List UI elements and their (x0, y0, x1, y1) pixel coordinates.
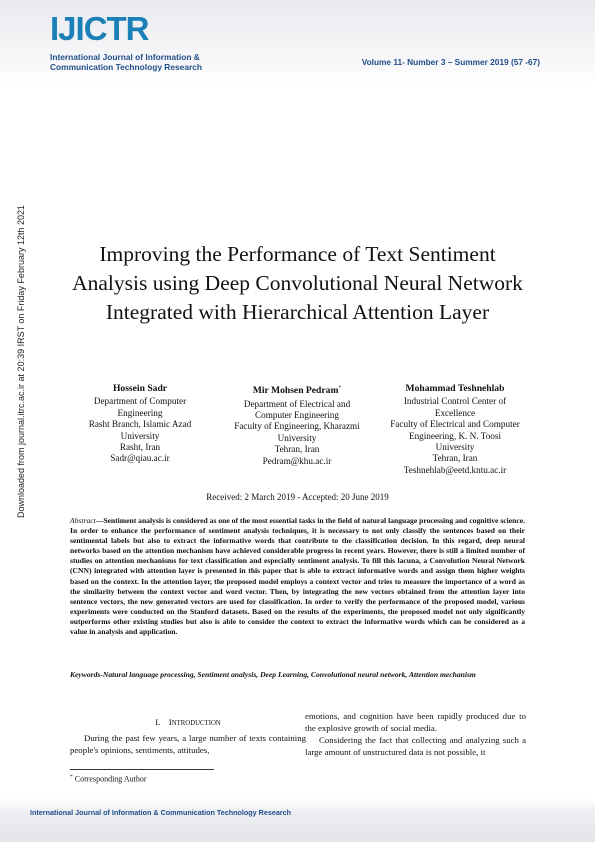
author-2-email[interactable]: Pedram@khu.ac.ir (262, 455, 332, 466)
received-dates: Received: 2 March 2019 - Accepted: 20 June 2019 (206, 492, 389, 502)
issue-info: Volume 11- Number 3 – Summer 2019 (57 -67) (361, 57, 540, 67)
corresponding-mark: * (338, 385, 342, 391)
author-1-name: Hossein Sadr (112, 383, 168, 394)
author-3-affil-3: Faculty of Electrical and Computer (390, 419, 520, 430)
body-right-column (305, 710, 526, 758)
author-3-affil-1: Industrial Control Center of (403, 396, 507, 407)
section-heading (70, 717, 306, 727)
footer-journal-name: International Journal of Information & Communication Technology Research (30, 808, 292, 817)
abstract-label: Abstract (70, 516, 96, 525)
body-right-para-2: Considering the fact that collecting and analyzing such a large amount of unstructured data is not possible, it (305, 735, 526, 757)
author-1-location: Rasht, Iran (119, 442, 161, 453)
author-2 (222, 383, 372, 467)
footnote (70, 774, 147, 784)
author-1-email[interactable]: Sadr@qiau.ac.ir (110, 453, 170, 464)
keywords: Keywords-Natural language processing, Sentiment analysis, Deep Learning, Convolutional neural network, Attention mechanism (70, 670, 476, 679)
footnote-divider (70, 769, 214, 770)
author-2-affil-3: Faculty of Engineering, Kharazmi (234, 421, 360, 432)
author-1-affil-1: Department of Computer (93, 396, 187, 407)
abstract-text: —Sentiment analysis is considered as one of the most essential tasks in the field of natural language processing and cognitive science. In order to enhance the performance of sentiment analysis techniques, it is necessary to not only classify the sentences based on their sentimental labels but also to extract the informative words that contribute to the classification decision. In this regard, deep neural networks based on the attention mechanism have achieved considerable progress in recent years. However, there is still a limited number of studies on attention mechanisms for text classification and especially sentiment analysis. To fill this lacuna, a Convolution Neural Network (CNN) integrated with attention layer is presented in this paper that is able to extract informative words and assign them higher weights based on the context. In the attention layer, the proposed model employs a context vector and tries to measure the importance of a word as the similarity between the context vector and word vector. Then, by integrating the new vectors obtained from the attention layer into sentence vectors, the new generated vectors are used for classification. In order to verify the performance of the proposed model, various experiments were conducted on the Stanford datasets. Based on the results of the experiments, the proposed model not only significantly outperforms other existing studies but also is able to consider the context to extract the informative words which can be considered as a value in analysis and application. (70, 516, 525, 637)
author-3-affil-4: Engineering, K. N. Toosi (408, 430, 502, 441)
footnote-text: Corresponding Author (72, 774, 147, 784)
author-1-affil-4: University (120, 430, 160, 441)
author-3-affil-5: University (435, 442, 475, 453)
section-title-initial: I (168, 717, 172, 727)
footnote-mark: * (70, 774, 73, 780)
footer-band (0, 798, 595, 842)
body-left-column: During the past few years, a large number of texts containing people's opinions, sentiments, attitudes, (70, 733, 306, 755)
author-2-location: Tehran, Iran (274, 444, 320, 455)
author-3-email[interactable]: Teshnehlab@eetd.kntu.ac.ir (403, 464, 507, 475)
author-2-name: Mir Mohsen Pedram (252, 385, 339, 397)
author-3-name: Mohammad Teshnehlab (405, 383, 505, 394)
author-2-affil-4: University (277, 432, 317, 443)
section-number: I. (155, 717, 161, 727)
author-3 (380, 383, 530, 476)
author-2-name-line (222, 383, 372, 397)
journal-name-line1: International Journal of Information & (50, 52, 200, 62)
body-right-para-1: emotions, and cognition have been rapidly produced due to the explosive growth of social media. (305, 711, 526, 733)
author-2-affil-2: Computer Engineering (255, 410, 339, 420)
author-3-location: Tehran, Iran (432, 453, 478, 464)
abstract (70, 516, 525, 637)
author-1-affil-2: Engineering (117, 407, 163, 418)
journal-name-line2: Communication Technology Research (50, 62, 203, 72)
section-title-rest: NTRODUCTION (171, 720, 221, 727)
paper-title: Improving the Performance of Text Sentiment Analysis using Deep Convolutional Neural Network Integrated with Hierarchical Attention Layer (72, 242, 523, 324)
author-3-affil-2: Excellence (434, 407, 476, 418)
journal-logo: IJICTR (50, 10, 149, 47)
author-1 (70, 383, 210, 465)
author-1-affil-3: Rasht Branch, Islamic Azad (88, 419, 192, 430)
download-watermark: Downloaded from journal.itrc.ac.ir at 20:39 IRST on Friday February 12th 2021 (16, 205, 26, 518)
author-2-affil-1: Department of Electrical and (243, 398, 351, 409)
